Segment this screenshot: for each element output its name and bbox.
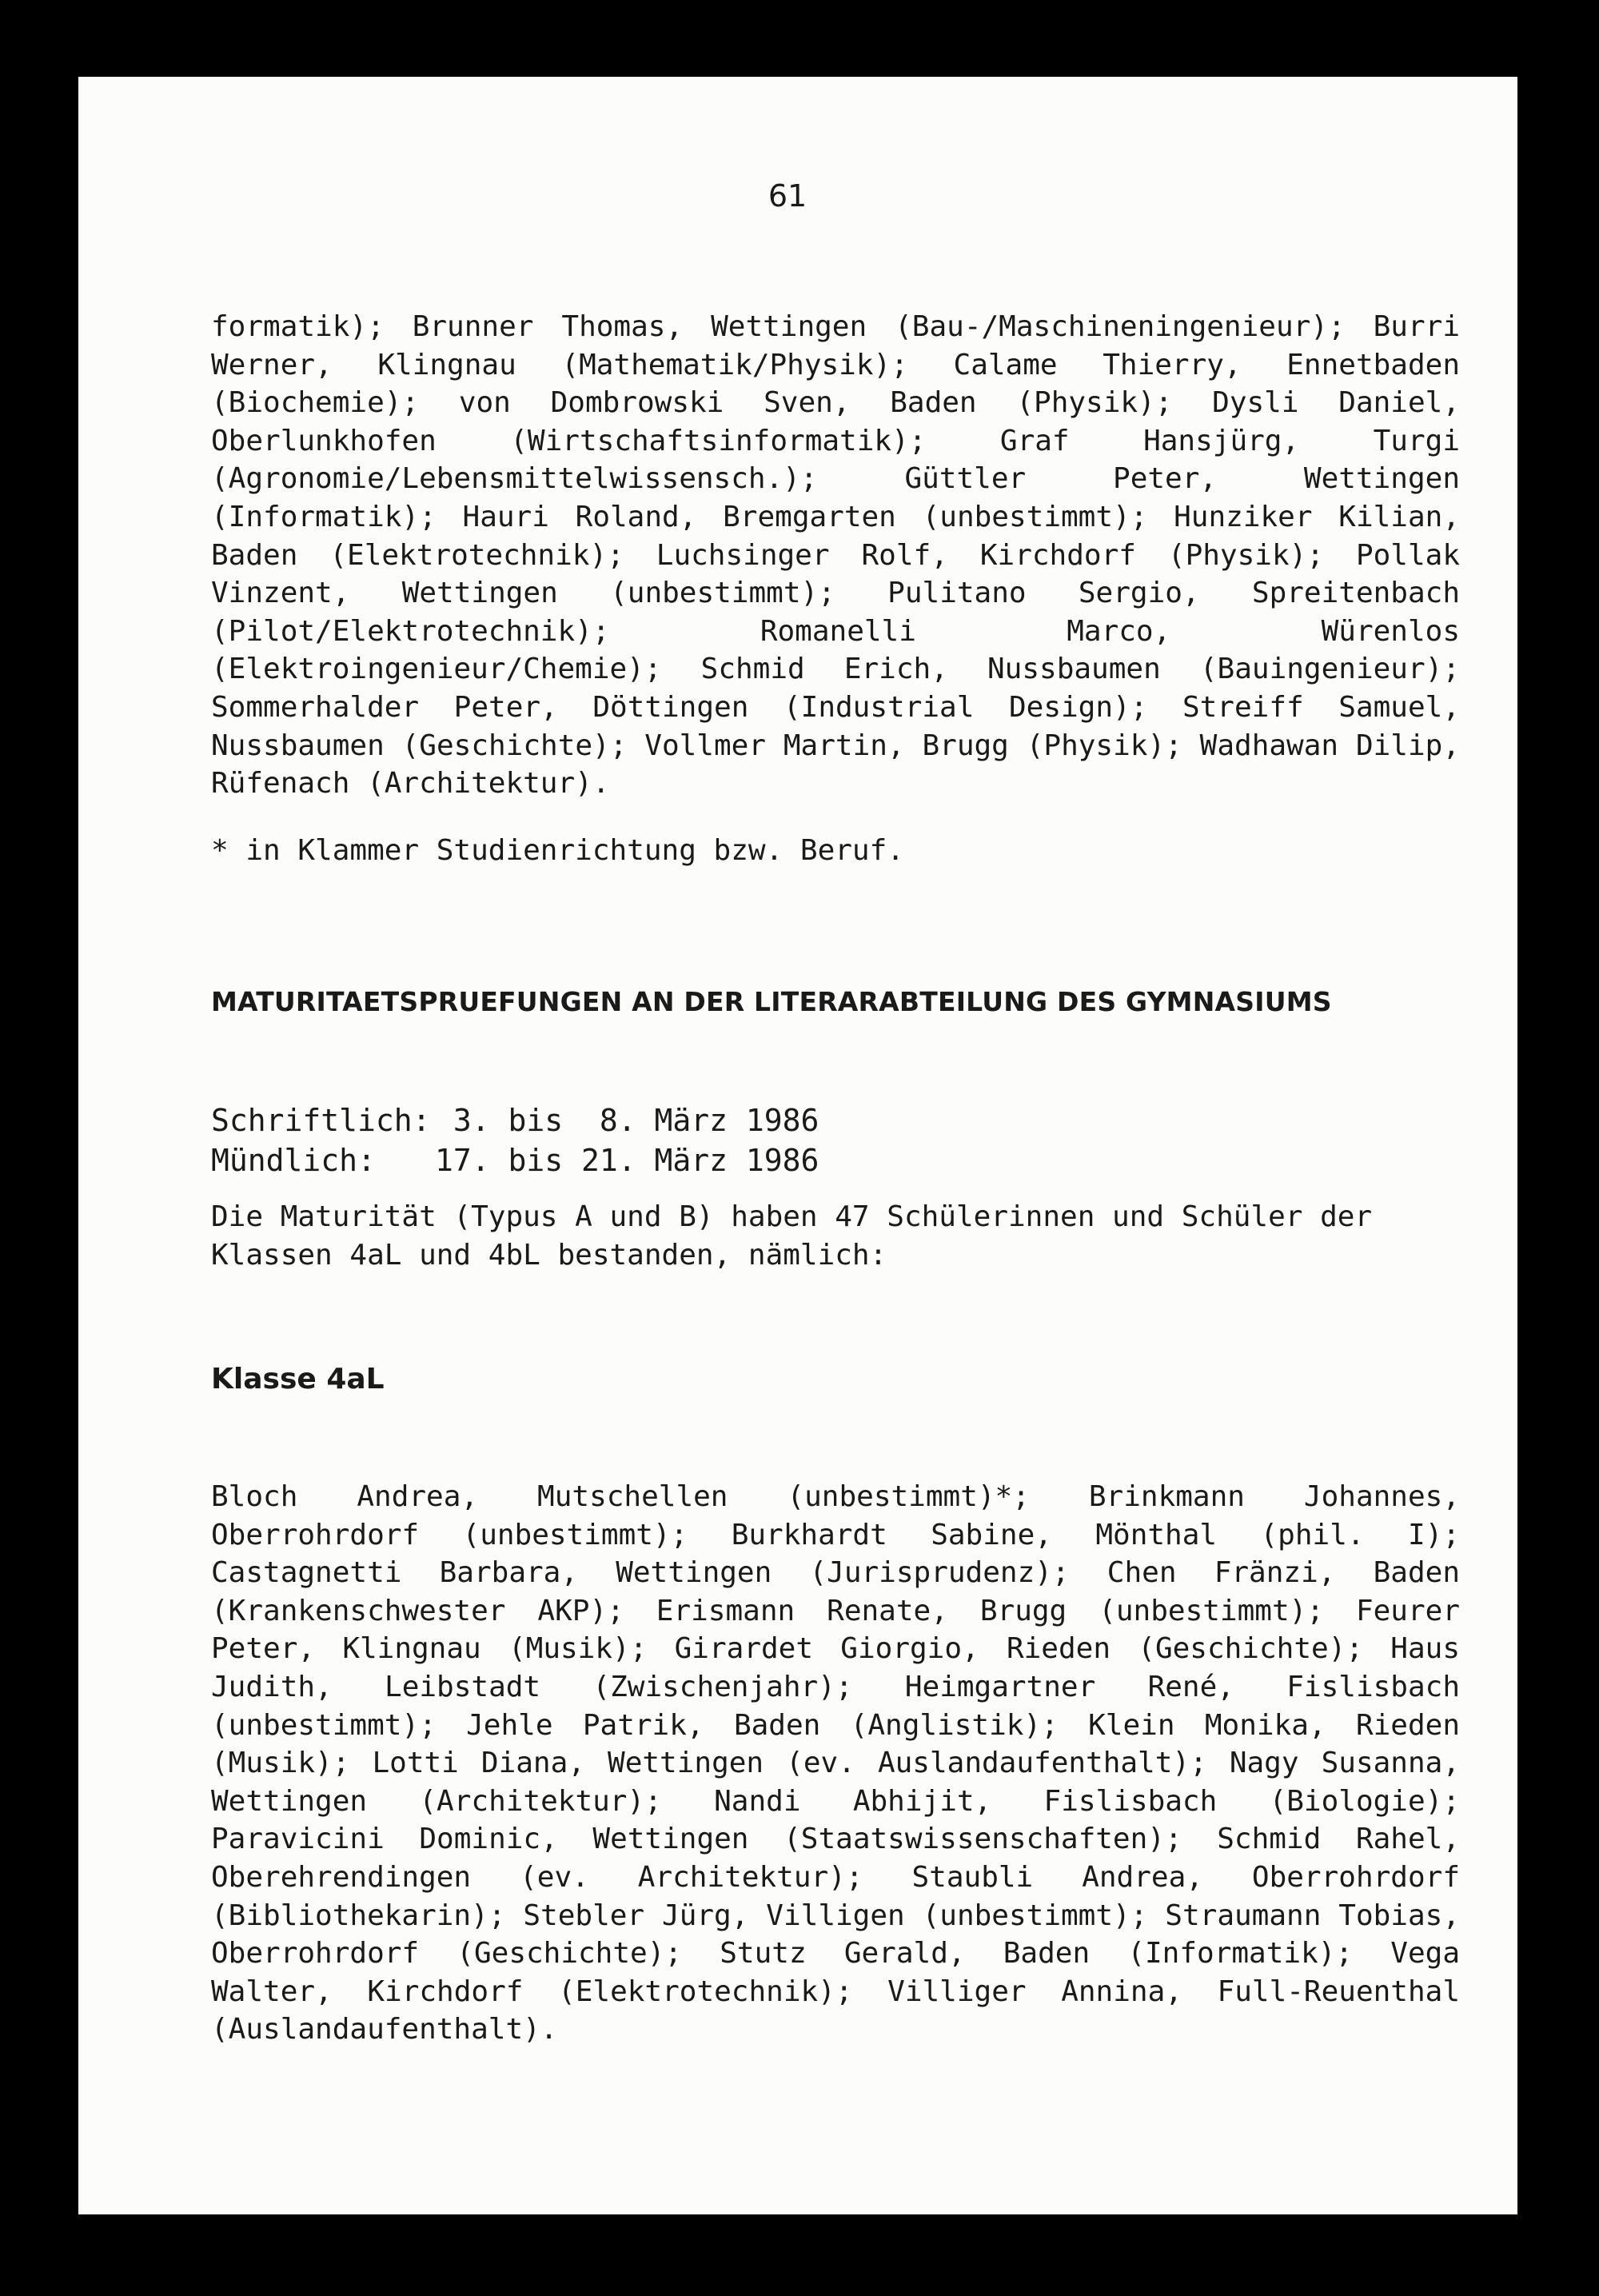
class-4al-graduates-list: Bloch Andrea, Mutschellen (unbestimmt)*; Brinkmann Johannes, Oberrohrdorf (unbestimmt); Burkhardt Sabine, Mönthal (phil. I); Castagnetti Barbara, Wettingen (Jurisprudenz); Chen Fränzi, Baden (Krankenschwester AKP); Erismann Renate, Brugg (unbestimmt); Feurer Peter, Klingnau (Musik); Girardet Giorgio, Rieden (Geschichte); Haus Judith, Leibstadt (Zwischenjahr); Heimgartner René, Fislisbach (unbestimmt); Jehle Patrik, Baden (Anglistik); Klein Monika, Rieden (Musik); Lotti Diana, Wettingen (ev. Auslandaufenthalt); Nagy Susanna, Wettingen (Architektur); Nandi Abhijit, Fislisbach (Biologie); Paravicini Dominic, Wettingen (Staatswissenschaften); Schmid Rahel, Oberehrendingen (ev. Architektur); Staubli Andrea, Oberrohrdorf (Bibliothekarin); Stebler Jürg, Villigen (unbestimmt); Straumann Tobias, Oberrohrdorf (Geschichte); Stutz Gerald, Baden (Informatik); Vega Walter, Kirchdorf (Elektrotechnik); Villiger Annina, Full-Reuenthal (Auslandaufenthalt).	[211, 1480, 1460, 2046]
class-heading: Klasse 4aL	[211, 1363, 385, 1396]
document-page	[78, 77, 1517, 2214]
footnote: * in Klammer Studienrichtung bzw. Beruf.	[211, 834, 904, 867]
written-exam-dates: 3. bis 8. März 1986	[435, 1103, 819, 1138]
written-exam-label: Schriftlich:	[211, 1103, 431, 1138]
intro-paragraph: Die Maturität (Typus A und B) haben 47 Schülerinnen und Schüler der Klassen 4aL und 4bL bestanden, nämlich:	[211, 1200, 1373, 1272]
oral-exam-label: Mündlich:	[211, 1143, 376, 1178]
oral-exam-dates: 17. bis 21. März 1986	[435, 1143, 819, 1178]
page-number: 61	[768, 178, 807, 214]
section-heading: MATURITAETSPRUEFUNGEN AN DER LITERARABTEILUNG DES GYMNASIUMS	[211, 986, 1332, 1017]
written-exam-row	[211, 1100, 1460, 1140]
exam-dates	[211, 1100, 1460, 1180]
oral-exam-row	[211, 1140, 1460, 1180]
graduates-list-continued: formatik); Brunner Thomas, Wettingen (Bau-/Maschineningenieur); Burri Werner, Klingnau (Mathematik/Physik); Calame Thierry, Ennetbaden (Biochemie); von Dombrowski Sven, Baden (Physik); Dysli Daniel, Oberlunkhofen (Wirtschaftsinformatik); Graf Hansjürg, Turgi (Agronomie/Lebensmittelwissensch.); Güttler Peter, Wettingen (Informatik); Hauri Roland, Bremgarten (unbestimmt); Hunziker Kilian, Baden (Elektrotechnik); Luchsinger Rolf, Kirchdorf (Physik); Pollak Vinzent, Wettingen (unbestimmt); Pulitano Sergio, Spreitenbach (Pilot/Elektrotechnik); Romanelli Marco, Würenlos (Elektroingenieur/Chemie); Schmid Erich, Nussbaumen (Bauingenieur); Sommerhalder Peter, Döttingen (Industrial Design); Streiff Samuel, Nussbaumen (Geschichte); Vollmer Martin, Brugg (Physik); Wadhawan Dilip, Rüfenach (Architektur).	[211, 310, 1460, 801]
